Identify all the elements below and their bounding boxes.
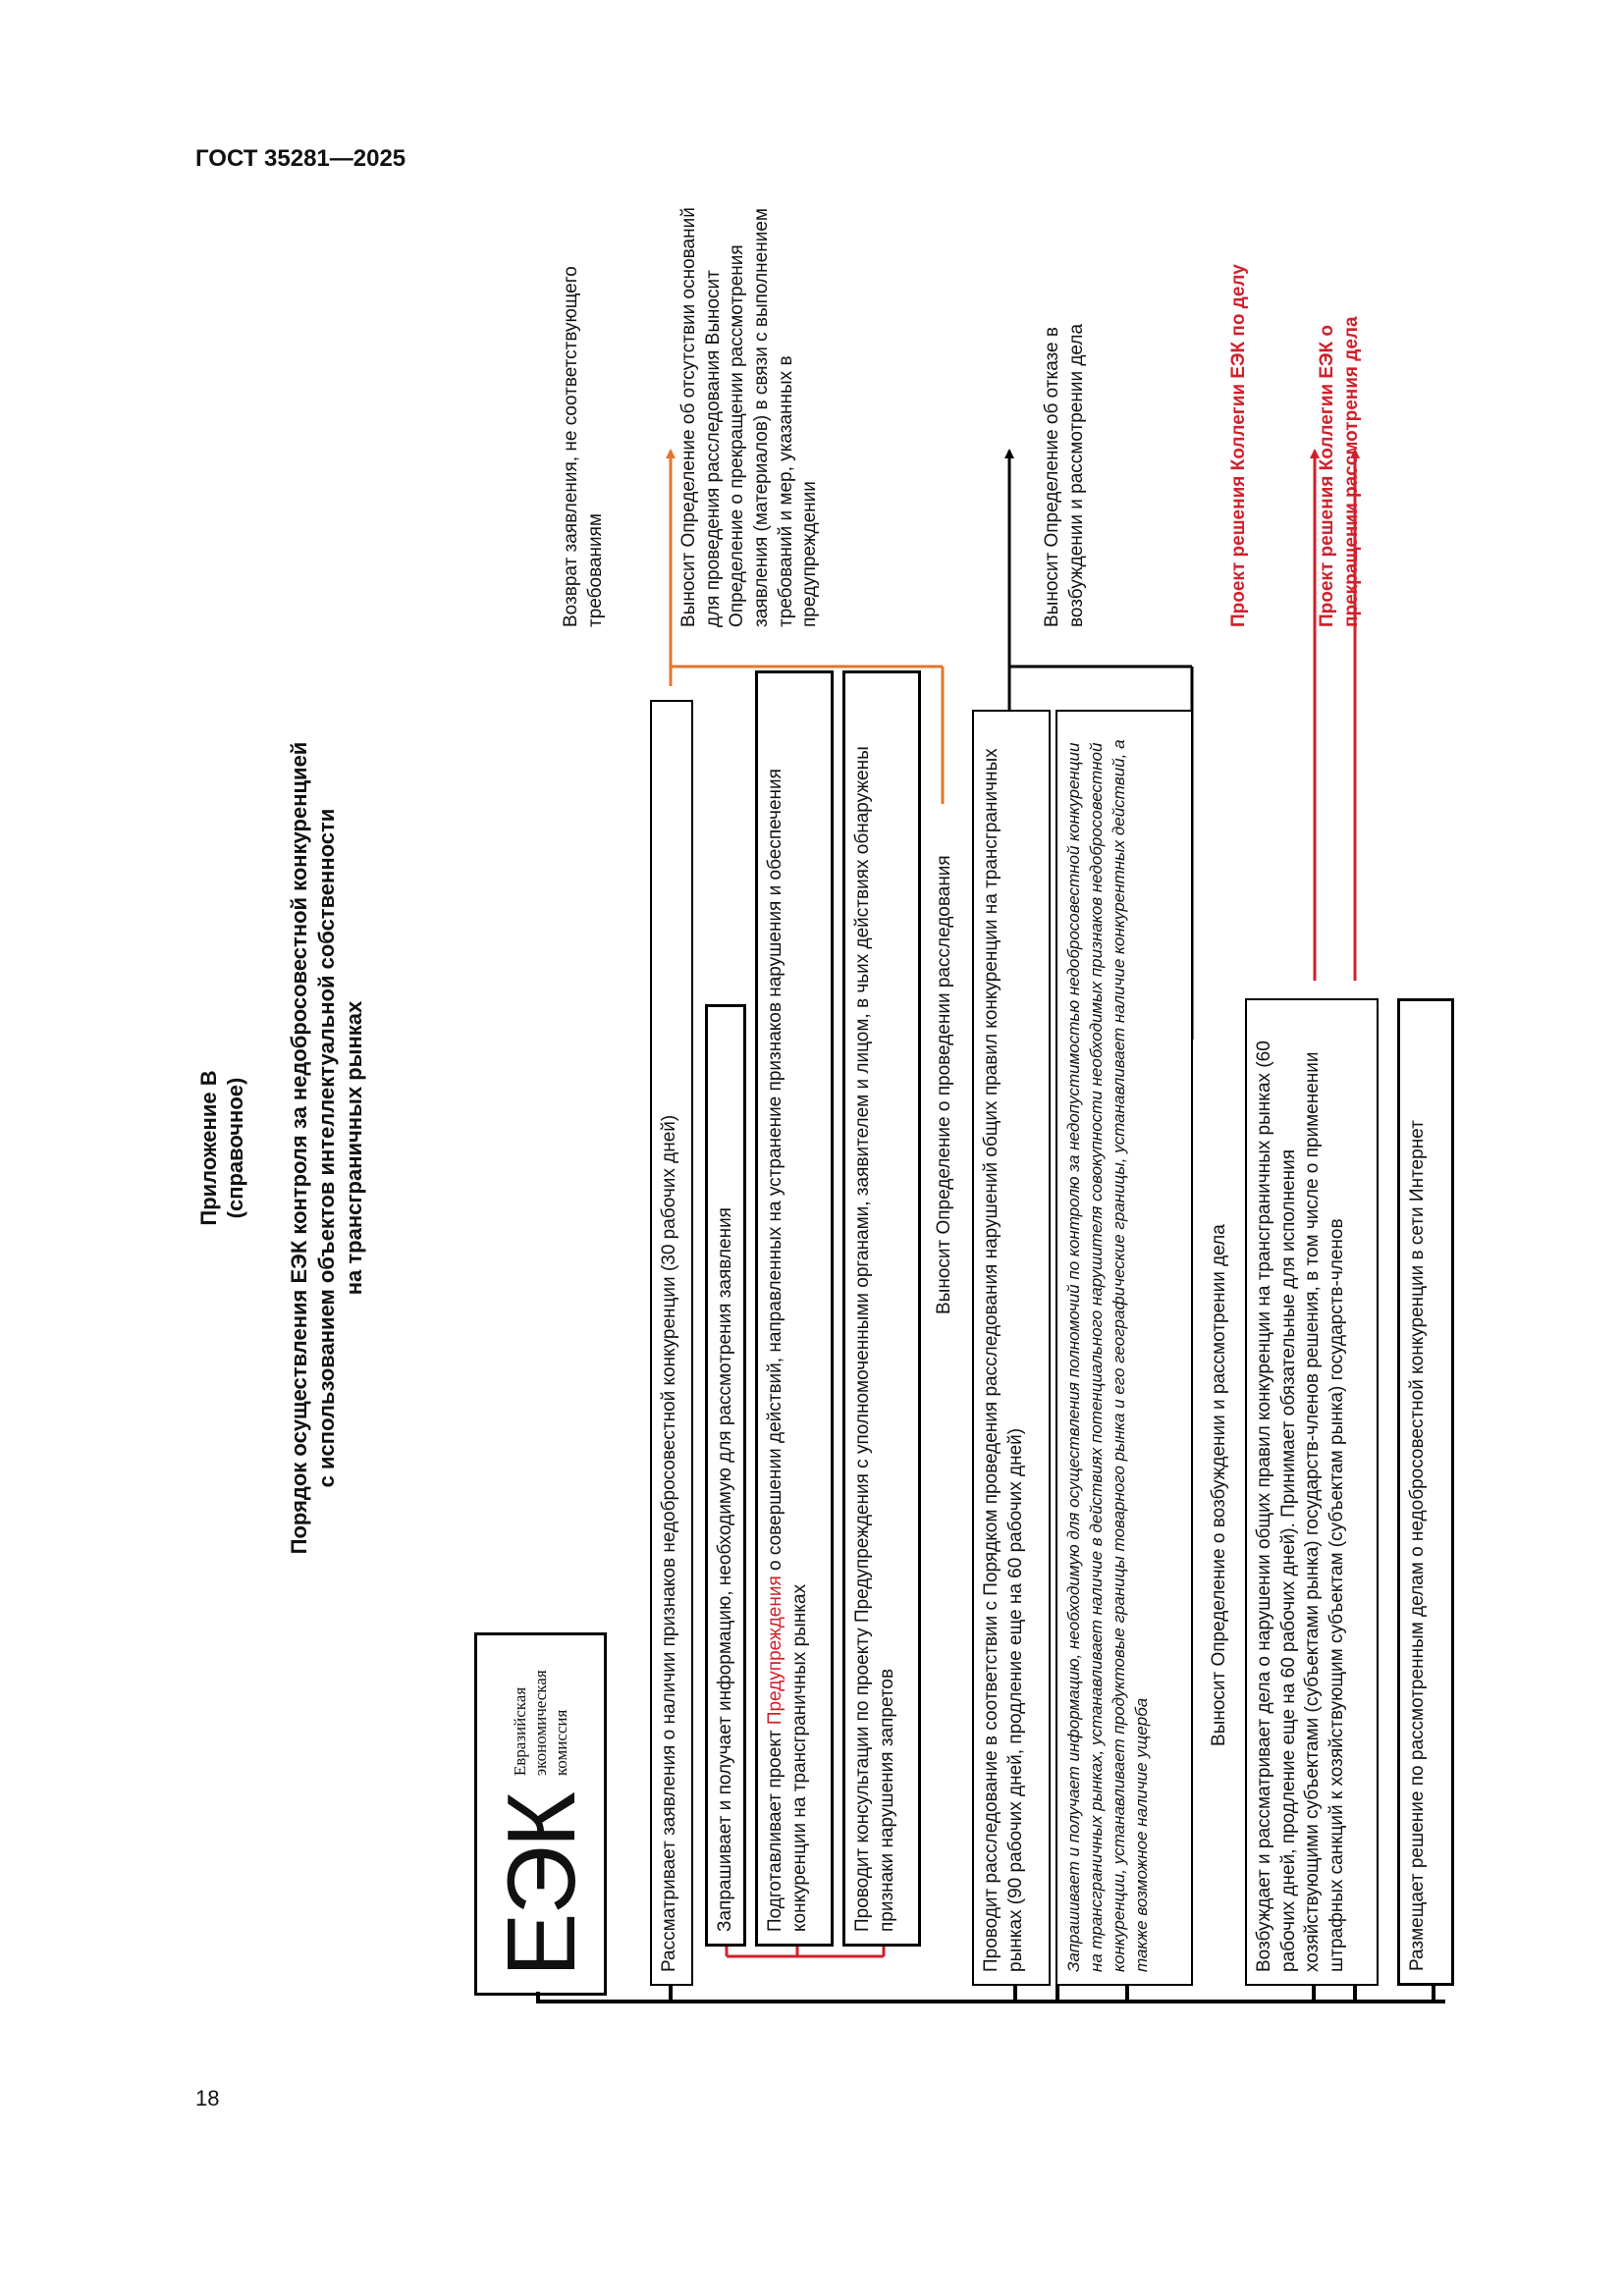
note-draft-termination: Проект решения Коллегии ЕЭК о прекращении рассмотрения дела <box>1317 316 1362 627</box>
annex-type: (справочное) <box>223 1077 247 1219</box>
note-refusal-case: Выносит Определение об отказе в возбуждении и рассмотрении дела <box>1042 323 1087 627</box>
box-consultations: Проводит консультации по проекту Предупреждения с уполномоченными органами, заявителем и лицом, в чьих действиях обнаружены признаки нарушения запретов <box>842 670 921 1947</box>
box-publish-decision: Размещает решение по рассмотренным делам о недобросовестной конкуренции в сети Интернет <box>1397 998 1454 1986</box>
logo-caption: Евразийская экономическая комиссия <box>510 1670 571 1777</box>
page-number: 18 <box>195 2086 220 2110</box>
title-line-1: Порядок осуществления ЕЭК контроля за недобросовестной конкуренцией <box>287 741 311 1555</box>
box-investigation: Проводит расследование в соответствии с Порядком проведения расследования нарушений общих правил конкуренции на трансграничных рынках (90 рабочих дней, продление еще на 60 рабочих дней) <box>972 710 1051 1986</box>
box-gather-evidence: Запрашивает и получает информацию, необходимую для осуществления полномочий по контролю за недопустимостью недобросовестной конкуренции на трансграничных рынках, устанавливает наличие в действиях потенциального нарушителя совокупности необходимых признаков недобросовестной конкуренции, устанавливает продуктовые границы товарного рынка и его географические границы, устанавливает наличие конкурентных действий, а также возможное наличие ущерба <box>1056 710 1193 1986</box>
box-request-info: Запрашивает и получает информацию, необходимую для рассмотрения заявления <box>705 1004 746 1947</box>
logo-abbr: ЕЭК <box>486 1793 595 1977</box>
note-investigation-decision: Выносит Определение о проведении расследования <box>934 855 954 1314</box>
warning-highlight: Предупреждения <box>765 1575 785 1726</box>
box-consider-cases: Возбуждает и рассматривает дела о нарушении общих правил конкуренции на трансграничных рынках (60 рабочих дней, продление еще на 60 рабочих дней). Принимает обязательные для исполнения хозяйствующими субъектами (субъектами рынка) государств-членов решения, в том числе о применении штрафных санкций к хозяйствующим субъектам (субъектам рынка) государств-членов <box>1245 998 1379 1986</box>
box-prepare-warning: Подготавливает проект Предупреждения о совершении действий, направленных на устранение признаков нарушения и обеспечения конкуренции на трансграничных рынках <box>755 670 834 1947</box>
note-return-application: Возврат заявления, не соответствующего требованиям <box>561 266 606 627</box>
doc-code: ГОСТ 35281—2025 <box>195 145 406 172</box>
note-draft-decision: Проект решения Коллегии ЕЭК по делу <box>1228 264 1249 627</box>
title-line-3: на трансграничных рынках <box>342 1000 366 1296</box>
note-refusal-investigation: Выносит Определение об отсутствии оснований для проведения расследования Выносит Определение о прекращении рассмотрения заявления (материалов) в связи с выполнением требований и мер, указанных в предупреждении <box>678 207 821 627</box>
eec-logo <box>474 1632 607 1996</box>
title-line-2: с использованием объектов интеллектуальной собственности <box>314 808 339 1488</box>
annex-label: Приложение В <box>196 1070 221 1226</box>
box-review-applications: Рассматривает заявления о наличии признаков недобросовестной конкуренции (30 рабочих дней) <box>650 700 693 1986</box>
note-case-decision: Выносит Определение о возбуждении и рассмотрении дела <box>1209 1224 1229 1746</box>
